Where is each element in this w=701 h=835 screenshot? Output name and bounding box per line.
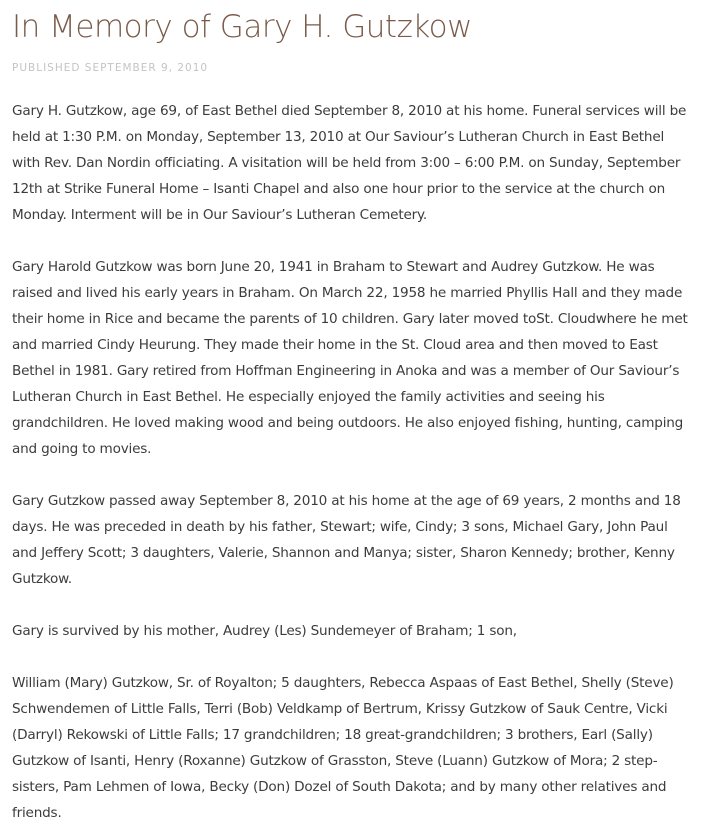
- paragraph-biography: Gary Harold Gutzkow was born June 20, 1941 in Braham to Stewart and Audrey Gutzkow. He was raised and lived his early years in Braham. On March 22, 1958 he married Phyllis Hall and they made their home in Rice and became the parents of 10 children. Gary later moved toSt. Cloudwhere he met and married Cindy Heurung. They made their home in the St. Cloud area and then moved to East Bethel in 1981. Gary retired from Hoffman Engineering in Anoka and was a member of Our Saviour’s Lutheran Church in East Bethel. He especially enjoyed the family activities and seeing his grandchildren. He loved making wood and being outdoors. He also enjoyed fishing, hunting, camping and going to movies.: [12, 259, 688, 457]
- published-date: PUBLISHED SEPTEMBER 9, 2010: [12, 62, 209, 74]
- article-body: [12, 98, 689, 826]
- paragraph-preceded-in-death: Gary Gutzkow passed away September 8, 2010 at his home at the age of 69 years, 2 months and 18 days. He was preceded in death by his father, Stewart; wife, Cindy; 3 sons, Michael Gary, John Paul and Jeffery Scott; 3 daughters, Valerie, Shannon and Manya; sister, Sharon Kennedy; brother, Kenny Gutzkow.: [12, 493, 681, 587]
- paragraph-survived-by: Gary is survived by his mother, Audrey (Les) Sundemeyer of Braham; 1 son,: [12, 623, 517, 639]
- paragraph-survivors-list: William (Mary) Gutzkow, Sr. of Royalton; 5 daughters, Rebecca Aspaas of East Bethel, Shelly (Steve) Schwendemen of Little Falls, Terri (Bob) Veldkamp of Bertrum, Krissy Gutzkow of Sauk Centre, Vicki (Darryl) Rekowski of Little Falls; 17 grandchildren; 18 great-grandchildren; 3 brothers, Earl (Sally) Gutzkow of Isanti, Henry (Roxanne) Gutzkow of Grasston, Steve (Luann) Gutzkow of Mora; 2 step-sisters, Pam Lehmen of Iowa, Becky (Don) Dozel of South Dakota; and by many other relatives and friends.: [12, 675, 674, 821]
- page-title: In Memory of Gary H. Gutzkow: [12, 9, 473, 45]
- paragraph-funeral-details: Gary H. Gutzkow, age 69, of East Bethel died September 8, 2010 at his home. Funeral services will be held at 1:30 P.M. on Monday, September 13, 2010 at Our Saviour’s Lutheran Church in East Bethel with Rev. Dan Nordin officiating. A visitation will be held from 3:00 – 6:00 P.M. on Sunday, September 12th at Strike Funeral Home – Isanti Chapel and also one hour prior to the service at the church on Monday. Interment will be in Our Saviour’s Lutheran Cemetery.: [12, 103, 687, 223]
